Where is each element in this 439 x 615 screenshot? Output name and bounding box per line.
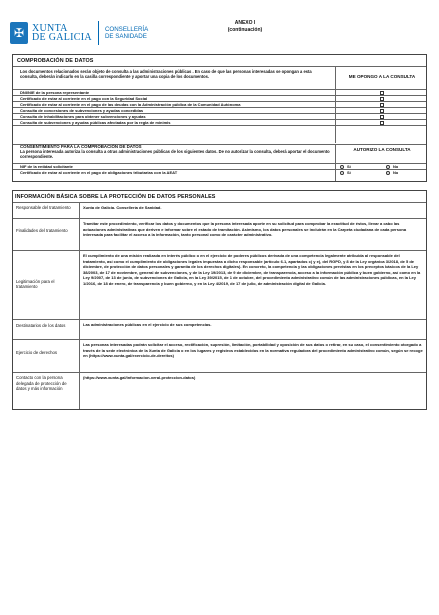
verification-item-label: Consulta de inhabilitaciones para obtener subvenciones y ayudas [20, 114, 146, 119]
verification-item-label: Certificado de estar al corriente en el pago con la Seguridad Social [20, 96, 148, 101]
consent-item-label: NIF de la entidad solicitante [20, 164, 73, 169]
data-protection-section [12, 190, 427, 410]
data-protection-row-label: Ejercicio de derechos [16, 349, 58, 355]
logo-text [32, 24, 92, 42]
row-divider [13, 319, 426, 320]
data-protection-row-label: Contacto con la persona delegada de protección de datos y más información [16, 375, 67, 392]
consent-no-radio[interactable] [386, 171, 390, 175]
row-divider [13, 250, 426, 251]
consent-item-label: Certificado de estar al corriente en el pago de obligaciones tributarias con la AEAT [20, 170, 178, 175]
oppose-checkbox[interactable] [380, 121, 384, 125]
no-label: No [393, 170, 399, 175]
dept-line2: DE SANIDADE [104, 33, 147, 40]
verification-title: COMPROBACIÓN DE DATOS [17, 58, 94, 64]
consent-title: CONSENTIMIENTO PARA LA COMPROBACIÓN DE DATOS [20, 144, 142, 149]
data-protection-row-text: Tramitar este procedimiento, verificar los datos y documentos que la persona interesada aporte en su solicitud para comprobar la exactitud de éstos, llevar a cabo las actuaciones administrativas que deriven e informar sobre el estado de tramitación. Asimismo, los datos personales se incluirán en la Carpeta ciudadana de cada persona interesada para facilitar el acceso a la información, tanto personal como de carácter administrativo. [83, 221, 407, 238]
logo-line1: XUNTA [32, 23, 68, 34]
authorize-header: AUTORIZO LA CONSULTA [353, 147, 411, 152]
yes-label: Sí [347, 170, 351, 175]
verification-item-label: Certificado de estar al corriente en el pago de las deudas con la Administración pública de la Comunidad Autónoma [20, 102, 241, 107]
consent-yes-radio[interactable] [340, 165, 344, 169]
consent-text: La persona interesada autoriza la consulta a otras administraciones públicas de los siguientes datos. De no autorizar la consulta, deberá aportar el documento correspondiente. [20, 149, 330, 160]
yes-label: Sí [347, 164, 351, 169]
verification-intro: Los documentos relacionados serán objeto de consulta a las administraciones públicas . En caso de que las personas interesadas se opongan a esta consulta, deberán indicarlo en la casilla correspondiente y aportar una copia de los documentos. [20, 69, 312, 80]
row-divider [13, 218, 426, 219]
annex-heading [215, 20, 275, 34]
oppose-checkbox[interactable] [380, 103, 384, 107]
consent-no-radio[interactable] [386, 165, 390, 169]
oppose-checkbox[interactable] [380, 91, 384, 95]
no-label: No [393, 164, 399, 169]
oppose-checkbox[interactable] [380, 115, 384, 119]
row-divider [13, 372, 426, 373]
dept-line1: CONSELLERÍA [104, 26, 149, 33]
data-protection-row-text: (https://www.xunta.gal/informacion-xeral-proteccion-datos) [83, 375, 196, 380]
data-verification-section [12, 54, 427, 182]
data-protection-row-label: Legitimación para el tratamiento [16, 278, 55, 290]
xunta-logo [10, 18, 148, 48]
logo-divider [98, 21, 99, 45]
oppose-checkbox[interactable] [380, 109, 384, 113]
column-divider [79, 202, 80, 409]
data-protection-row-text: Las administraciones públicas en el ejercicio de sus competencias. [83, 322, 212, 327]
row-divider [13, 339, 426, 340]
row-divider [13, 125, 426, 126]
annex-title: ANEXO I [234, 20, 256, 26]
data-protection-row-label: Responsable del tratamiento [16, 205, 71, 210]
verification-item-label: Consulta de subvenciones y ayudas públicas afectadas por la regla de minimis [20, 120, 171, 125]
galicia-shield-icon: ✠ [10, 22, 28, 44]
oppose-checkbox[interactable] [380, 97, 384, 101]
oppose-header: ME OPONGO A LA CONSULTA [348, 74, 416, 79]
data-protection-title: INFORMACIÓN BÁSICA SOBRE LA PROTECCIÓN DE DATOS PERSONALES [15, 194, 216, 200]
data-protection-row-text: El cumplimiento de una misión realizada en interés público o en el ejercicio de poderes públicos derivada de una competencia legalmente atribuida al responsable del tratamiento, así como el cumplimiento de obligaciones legales impuestas a dicho responsable (artículo 6.1, apartados c) y e), del RGPD, y 8 de la Ley orgánica 3/2018, de 5 de diciembre, de protección de datos personales y garantía de los derechos digitales). En concreto, la competencia y las obligaciones previstas en los preceptos básicos de la Ley 38/2003, de 17 de noviembre, general de subvenciones, y de la Ley 19/2013, de 9 de diciembre, de transparencia, acceso a la información pública y buen gobierno, así como en la Ley 9/2007, de 13 de junio, de subvenciones de Galicia, en la Ley 39/2015, de 1 de octubre, del procedimiento administrativo común de las administraciones públicas, en la Ley 1/2016, de 18 de enero, de transparencia y buen gobierno, y en la Ley 4/2019, de 17 de julio, de administración digital de Galicia. [83, 253, 421, 286]
data-protection-row-label: Destinatarios de los datos [16, 323, 66, 328]
data-protection-row-text: Xunta de Galicia. Consellería de Sanidad. [83, 205, 162, 210]
verification-item-label: Consulta de concesiones de subvenciones y ayudas concedidas [20, 108, 144, 113]
department-name [105, 26, 148, 40]
data-protection-row-text: Las personas interesadas podrán solicitar el acceso, rectificación, supresión, limitación, portabilidad y oposición de sus datos o retirar, en su caso, el consentimiento otorgado a través de la sede electrónica de la Xunta de Galicia o en los lugares y registros establecidos en la normativa reguladora del procedimiento administrativo común, según se recoge en (https://www.xunta.gal/exercicio-de-dereitos) [83, 342, 423, 359]
logo-line2: DE GALICIA [32, 32, 92, 43]
annex-subtitle: (continuación) [227, 27, 263, 33]
consent-yes-radio[interactable] [340, 171, 344, 175]
verification-item-label: DNI/NIE de la persona representante [20, 90, 90, 95]
data-protection-row-label: Finalidades del tratamiento [16, 228, 68, 233]
